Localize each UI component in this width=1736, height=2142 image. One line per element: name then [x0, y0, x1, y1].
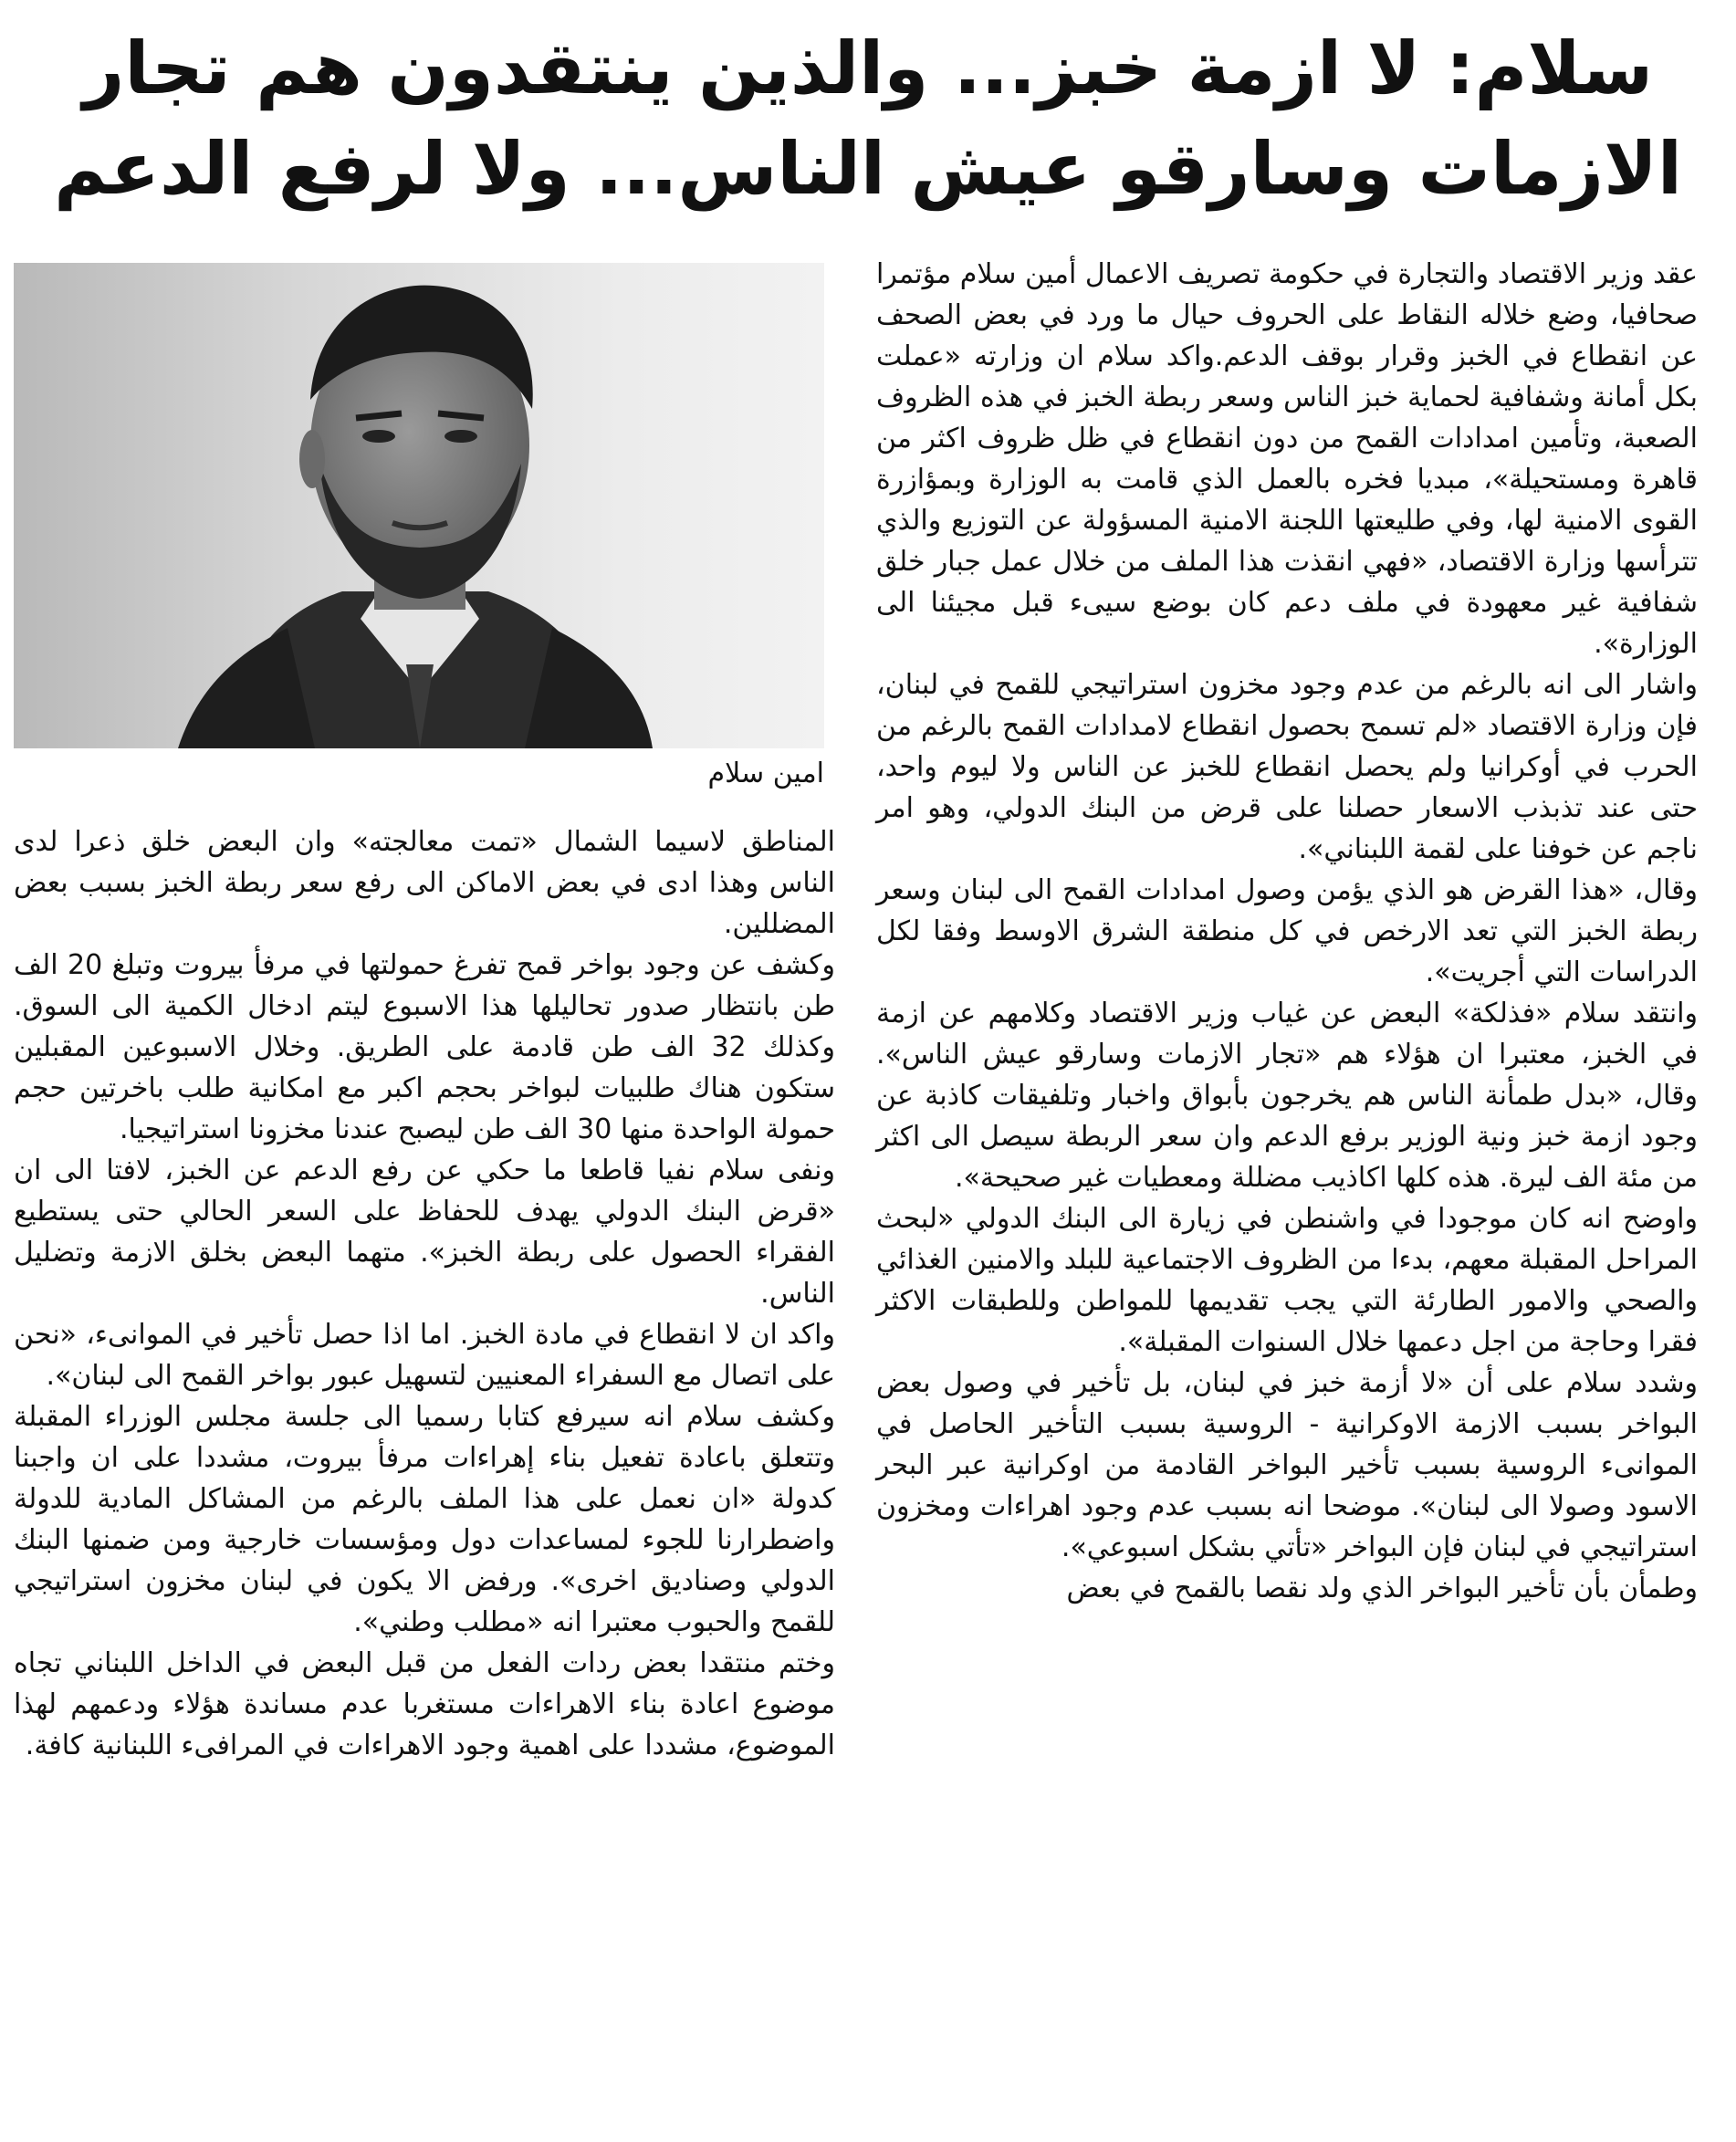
paragraph: وختم منتقدا بعض ردات الفعل من قبل البعض في الداخل اللبناني تجاه موضوع اعادة بناء الاهراءات مستغربا عدم مساندة هؤلاء ودعمهم لهذا الموضوع، مشددا على اهمية وجود الاهراءات في المرافىء اللبنانية كافة.	[14, 1647, 835, 1761]
headline	[27, 18, 1709, 219]
photo-caption: امين سلام	[707, 758, 824, 789]
paragraph: واشار الى انه بالرغم من عدم وجود مخزون استراتيجي للقمح في لبنان، فإن وزارة الاقتصاد «لم تسمح بحصول انقطاع لامدادات القمح بالرغم من الحرب في أوكرانيا ولم يحصل انقطاع للخبز عن الناس ولا ليوم واحد، حتى عند تذبذب الاسعار حصلنا على قرض من البنك الدولي، وهو امر ناجم عن خوفنا على لقمة اللبناني».	[876, 669, 1698, 865]
portrait-photo	[14, 263, 824, 748]
paragraph: عقد وزير الاقتصاد والتجارة في حكومة تصريف الاعمال أمين سلام مؤتمرا صحافيا، وضع خلاله النقاط على الحروف حيال ما ورد في بعض الصحف عن انقطاع في الخبز وقرار بوقف الدعم.واكد سلام ان وزارته «عملت بكل أمانة وشفافية لحماية خبز الناس وسعر ربطة الخبز في هذه الظروف الصعبة، وتأمين امدادات القمح من دون انقطاع في ظل ظروف اكثر من قاهرة ومستحيلة»، مبديا فخره بالعمل الذي قامت به الوزارة وبمؤازرة القوى الامنية لها، وفي طليعتها اللجنة الامنية المسؤولة عن التوزيع والذي تترأسها وزارة الاقتصاد، «فهي انقذت هذا الملف من خلال عمل جبار خلق شفافية غير معهودة في ملف دعم كان بوضع سيىء قبل مجيئنا الى الوزارة».	[876, 258, 1698, 660]
paragraph: وكشف سلام انه سيرفع كتابا رسميا الى جلسة مجلس الوزراء المقبلة وتتعلق باعادة تفعيل بناء إهراءات مرفأ بيروت، مشددا على ان واجبنا كدولة «ان نعمل على هذا الملف بالرغم من المشاكل المادية للدولة واضطرارنا للجوء لمساعدات دول ومؤسسات خارجية ومن ضمنها البنك الدولي وصناديق اخرى». ورفض الا يكون في لبنان مخزون استراتيجي للقمح والحبوب معتبرا انه «مطلب وطني».	[14, 1401, 835, 1638]
headline-line-2: الازمات وسارقو عيش الناس... ولا لرفع الدعم	[54, 127, 1682, 211]
paragraph: وكشف عن وجود بواخر قمح تفرغ حمولتها في مرفأ بيروت وتبلغ 20 الف طن بانتظار صدور تحاليلها هذا الاسبوع ليتم ادخال الكمية الى السوق. وكذلك 32 الف طن قادمة على الطريق. وخلال الاسبوعين المقبلين ستكون هناك طلبيات لبواخر بحجم اكبر مع امكانية طلب باخرتين حجم حمولة الواحدة منها 30 الف طن ليصبح عندنا مخزونا استراتيجيا.	[14, 949, 836, 1145]
paragraph: وشدد سلام على أن «لا أزمة خبز في لبنان، بل تأخير في وصول بعض البواخر بسبب الازمة الاوكرانية - الروسية بسبب التأخير الحاصل في الموانىء الروسية بسبب تأخير البواخر القادمة من اوكرانية عبر البحر الاسود وصولا الى لبنان». موضحا انه بسبب عدم وجود اهراءات ومخزون استراتيجي في لبنان فإن البواخر «تأتي بشكل اسبوعي».	[876, 1367, 1698, 1563]
paragraph: واكد ان لا انقطاع في مادة الخبز. اما اذا حصل تأخير في الموانىء، «نحن على اتصال مع السفراء المعنيين لتسهيل عبور بواخر القمح الى لبنان».	[14, 1319, 835, 1392]
paragraph: المناطق لاسيما الشمال «تمت معالجته» وان البعض خلق ذعرا لدى الناس وهذا ادى في بعض الاماكن الى رفع سعر ربطة الخبز بسبب بعض المضللين.	[14, 826, 835, 940]
headline-line-1: سلام: لا ازمة خبز... والذين ينتقدون هم تجار	[82, 26, 1654, 110]
paragraph: وانتقد سلام «فذلكة» البعض عن غياب وزير الاقتصاد وكلامهم عن ازمة في الخبز، معتبرا ان هؤلاء هم «تجار الازمات وسارقو عيش الناس». وقال، «بدل طمأنة الناس هم يخرجون بأبواق واخبار وتلفيقات كاذبة عن وجود ازمة خبز ونية الوزير برفع الدعم وان سعر الربطة سيصل الى اكثر من مئة الف ليرة. هذه كلها اكاذيب مضللة ومعطيات غير صحيحة».	[876, 998, 1698, 1194]
paragraph: وقال، «هذا القرض هو الذي يؤمن وصول امدادات القمح الى لبنان وسعر ربطة الخبز التي تعد الارخص في كل منطقة الشرق الاوسط وفقا لكل الدراسات التي أجريت».	[876, 874, 1698, 988]
article-left-column	[14, 821, 835, 1766]
paragraph: ونفى سلام نفيا قاطعا ما حكي عن رفع الدعم عن الخبز، لافتا الى ان «قرض البنك الدولي يهدف للحفاظ على السعر الحالي حتى يستطيع الفقراء الحصول على ربطة الخبز». متهما البعض بخلق الازمة وتضليل الناس.	[14, 1155, 835, 1310]
article-right-column	[876, 254, 1698, 1609]
paragraph: واوضح انه كان موجودا في واشنطن في زيارة الى البنك الدولي «لبحث المراحل المقبلة معهم، بدءا من الظروف الاجتماعية للبلد والامنين الغذائي والصحي والامور الطارئة التي يجب تقديمها للمواطن وللطبقات الاكثر فقرا وحاجة من اجل دعمها خلال السنوات المقبلة».	[876, 1203, 1698, 1358]
paragraph: وطمأن بأن تأخير البواخر الذي ولد نقصا بالقمح في بعض	[1066, 1573, 1698, 1604]
